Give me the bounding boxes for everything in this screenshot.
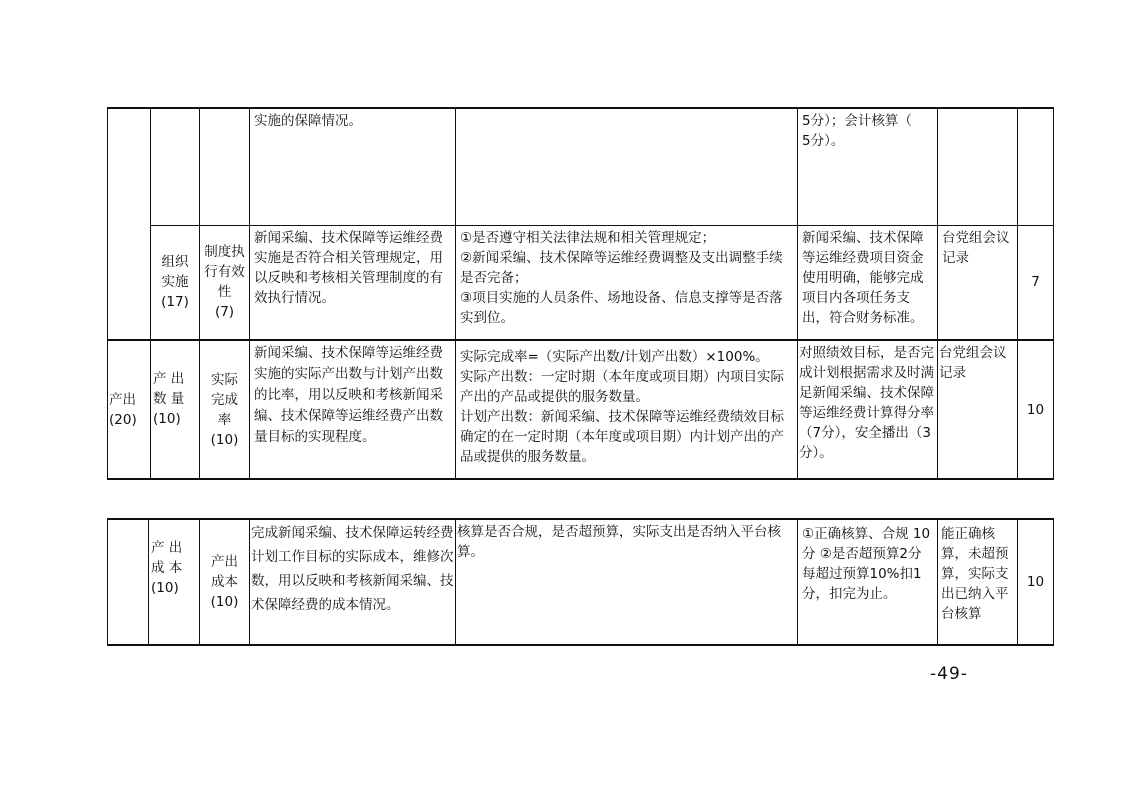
level3-cell-empty [200, 108, 250, 225]
criteria-line: ②新闻采编、技术保障等运维经费调整及支出调整手续是否完备； [460, 249, 783, 286]
scoring-standard-cell [798, 519, 938, 645]
score-cell [1018, 225, 1054, 340]
level1-cell-empty [108, 108, 151, 340]
level2-line: 实施 [161, 274, 189, 291]
level1-line: (20) [109, 411, 137, 428]
indicator-desc-text: 新闻采编、技术保障等运维经费实施的实际产出数与计划产出数的比率，用以反映和考核新闻采编、技术保障等运维经费产出数量目标的实现程度。 [254, 345, 443, 445]
criteria-cell [456, 340, 798, 479]
level1-indicator-cell [108, 340, 151, 479]
level2-indicator-cell [149, 519, 200, 645]
level3-line: 实际 [211, 371, 238, 388]
level3-line: (7) [214, 304, 235, 321]
level2-line: 产 出 [153, 371, 185, 387]
indicator-desc-cell [250, 519, 456, 645]
evidence-cell [938, 225, 1018, 340]
indicator-desc-text: 完成新闻采编、技术保障运转经费计划工作目标的实际成本，维修次数，用以反映和考核新闻采编、技术保障经费的成本情况。 [251, 525, 454, 613]
criteria-line: ①是否遵守相关法律法规和相关管理规定； [460, 229, 716, 246]
score-value: 10 [1026, 574, 1045, 590]
level2-line: 数 量 [153, 391, 185, 407]
indicator-desc-cell [250, 225, 456, 340]
level3-line: (10) [210, 431, 239, 448]
criteria-cell [456, 519, 798, 645]
evaluation-table-upper [107, 107, 1054, 480]
scoring-standard-line: 5分）。 [802, 133, 845, 149]
level3-indicator-cell [200, 225, 250, 340]
evidence-text: 能正确核算，未超预算，实际支出已纳入平台核算 [941, 526, 1009, 622]
level2-line: (10) [151, 580, 179, 596]
criteria-cell [456, 225, 798, 340]
score-cell-empty [1018, 108, 1054, 225]
scoring-standard-text: ①正确核算、合规 10分 ②是否超预算2分 每超过预算10%扣1分，扣完为止。 [802, 526, 931, 602]
criteria-line: 实际完成率=（实际产出数/计划产出数）×100%。 [460, 349, 769, 365]
score-value: 10 [1026, 401, 1045, 418]
level3-indicator-cell [200, 340, 250, 479]
score-cell [1018, 340, 1054, 479]
indicator-desc-text: 实施的保障情况。 [254, 113, 362, 129]
criteria-line: ③项目实施的人员条件、场地设备、信息支撑等是否落实到位。 [460, 289, 783, 326]
level2-line: 产 出 [151, 540, 183, 556]
evidence-text: 台党组会议记录 [942, 229, 1010, 266]
level2-line: 成 本 [151, 560, 183, 576]
level3-line: 行有效 [204, 264, 245, 281]
level2-cell-empty [151, 108, 200, 225]
scoring-standard-line: 5分）；会计核算（ [802, 113, 912, 129]
criteria-cell-empty [456, 108, 798, 225]
level3-line: 完成 [211, 391, 238, 408]
scoring-standard-cell [798, 340, 938, 479]
indicator-desc-cell [250, 108, 456, 225]
evidence-cell [938, 519, 1018, 645]
level3-indicator-cell [200, 519, 250, 645]
criteria-line: 计划产出数：新闻采编、技术保障等运维经费绩效目标确定的在一定时期（本年度或项目期）内计划产出的产品或提供的服务数量。 [460, 409, 784, 465]
score-cell [1018, 519, 1054, 645]
scoring-standard-text: 对照绩效目标，是否完成计划根据需求及时满足新闻采编、技术保障等运维经费计算得分率（7分），安全播出（3分）。 [799, 345, 934, 461]
level2-line: 组织 [161, 254, 189, 271]
page-number: -49- [930, 664, 968, 684]
level3-line: 性 [217, 284, 232, 301]
level2-line: (17) [161, 294, 189, 311]
scoring-standard-cell [798, 225, 938, 340]
indicator-desc-text: 新闻采编、技术保障等运维经费实施是否符合相关管理规定，用以反映和考核相关管理制度的有效执行情况。 [254, 229, 443, 306]
level3-line: 产出 [211, 554, 238, 570]
indicator-desc-cell [250, 340, 456, 479]
evidence-cell [938, 340, 1018, 479]
scoring-standard-text: 新闻采编、技术保障等运维经费项目资金使用明确，能够完成项目内各项任务支出，符合财务标准。 [802, 229, 924, 326]
evidence-cell-empty [938, 108, 1018, 225]
level2-indicator-cell [151, 340, 200, 479]
level1-cell-empty [108, 519, 149, 645]
scoring-standard-cell [798, 108, 938, 225]
level3-line: 成本 [211, 574, 238, 590]
evaluation-table-lower [107, 518, 1054, 646]
score-value: 7 [1031, 274, 1040, 291]
criteria-line: 实际产出数：一定时期（本年度或项目期）内项目实际产出的产品或提供的服务数量。 [460, 369, 784, 405]
level2-indicator-cell [151, 225, 200, 340]
level2-line: (10) [153, 411, 181, 427]
level3-line: 制度执 [204, 244, 245, 261]
criteria-text: 核算是否合规，是否超预算，实际支出是否纳入平台核算。 [457, 524, 781, 560]
level3-line: (10) [210, 594, 239, 610]
level1-line: 产出 [109, 391, 136, 408]
level3-line: 率 [217, 411, 232, 428]
evidence-text: 台党组会议记录 [939, 345, 1007, 381]
